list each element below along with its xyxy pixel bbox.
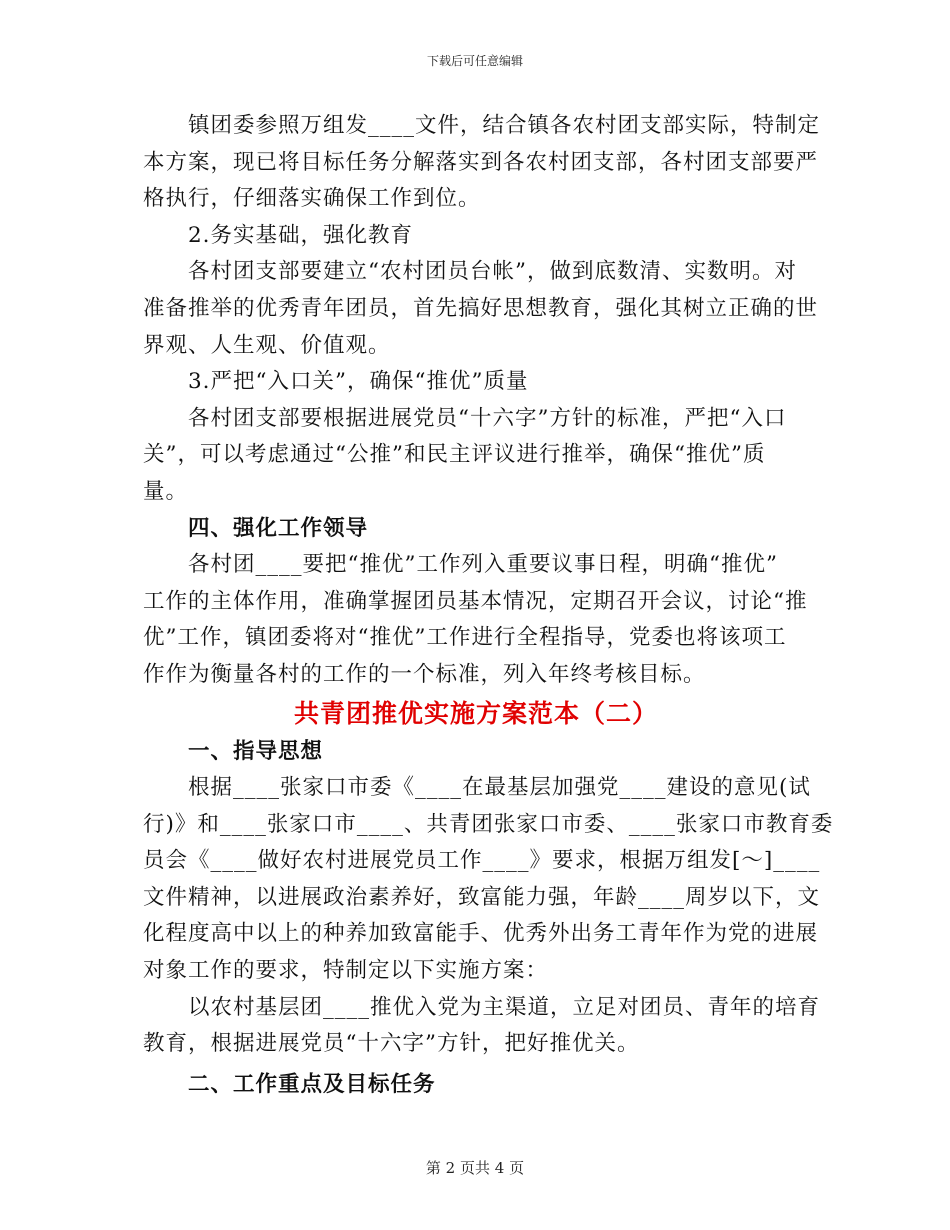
body-line: 各村团支部要建立“农村团员台帐”，做到底数清、实数明。对	[143, 259, 797, 285]
body-line: 关”，可以考虑通过“公推”和民主评议进行推举，确保“推优”质	[143, 442, 766, 468]
body-line: 准备推举的优秀青年团员，首先搞好思想教育，强化其树立正确的世	[143, 295, 819, 321]
body-line: 行)》和____张家口市____、共青团张家口市委、____张家口市教育委	[143, 811, 834, 837]
section-heading: 二、工作重点及目标任务	[143, 1071, 436, 1097]
page-footer: 第 2 页共 4 页	[425, 1159, 525, 1177]
body-line: 优”工作，镇团委将对“推优”工作进行全程指导，党委也将该项工	[143, 625, 787, 651]
section-heading: 2.务实基础，强化教育	[143, 222, 414, 248]
body-line: 各村团支部要根据进展党员“十六字”方针的标准，严把“入口	[143, 405, 787, 431]
page-header: 下载后可任意编辑	[426, 54, 523, 68]
body-line: 根据____张家口市委《____在最基层加强党____建设的意见(试	[143, 775, 811, 801]
document-body	[143, 108, 834, 1103]
section-heading: 3.严把“入口关”，确保“推优”质量	[143, 369, 529, 395]
body-line: 格执行，仔细落实确保工作到位。	[143, 186, 481, 212]
body-line: 对象工作的要求，特制定以下实施方案：	[143, 958, 549, 984]
body-line: 工作的主体作用，准确掌握团员基本情况，定期召开会议，讨论“推	[143, 588, 808, 614]
body-line: 作作为衡量各村的工作的一个标准，列入年终考核目标。	[143, 661, 706, 687]
section-heading: 一、指导思想	[143, 738, 324, 764]
body-line: 文件精神，以进展政治素养好，致富能力强，年龄____周岁以下，文	[143, 884, 821, 910]
document-title: 共青团推优实施方案范本（二）	[293, 698, 658, 728]
body-line: 各村团____要把“推优”工作列入重要议事日程，明确“推优”	[143, 552, 778, 578]
body-line: 教育，根据进展党员“十六字”方针，把好推优关。	[143, 1031, 640, 1057]
body-line: 本方案，现已将目标任务分解落实到各农村团支部，各村团支部要严	[143, 149, 819, 175]
body-line: 镇团委参照万组发____文件，结合镇各农村团支部实际，特制定	[143, 113, 821, 138]
body-line: 员会《____做好农村进展党员工作____》要求，根据万组发[～]____	[143, 848, 821, 874]
body-line: 以农村基层团____推优入党为主渠道，立足对团员、青年的培育	[143, 994, 821, 1020]
body-line: 界观、人生观、价值观。	[143, 332, 391, 358]
body-line: 量。	[143, 478, 189, 504]
body-line: 化程度高中以上的种养加致富能手、优秀外出务工青年作为党的进展	[143, 921, 819, 947]
section-heading: 四、强化工作领导	[143, 515, 369, 541]
